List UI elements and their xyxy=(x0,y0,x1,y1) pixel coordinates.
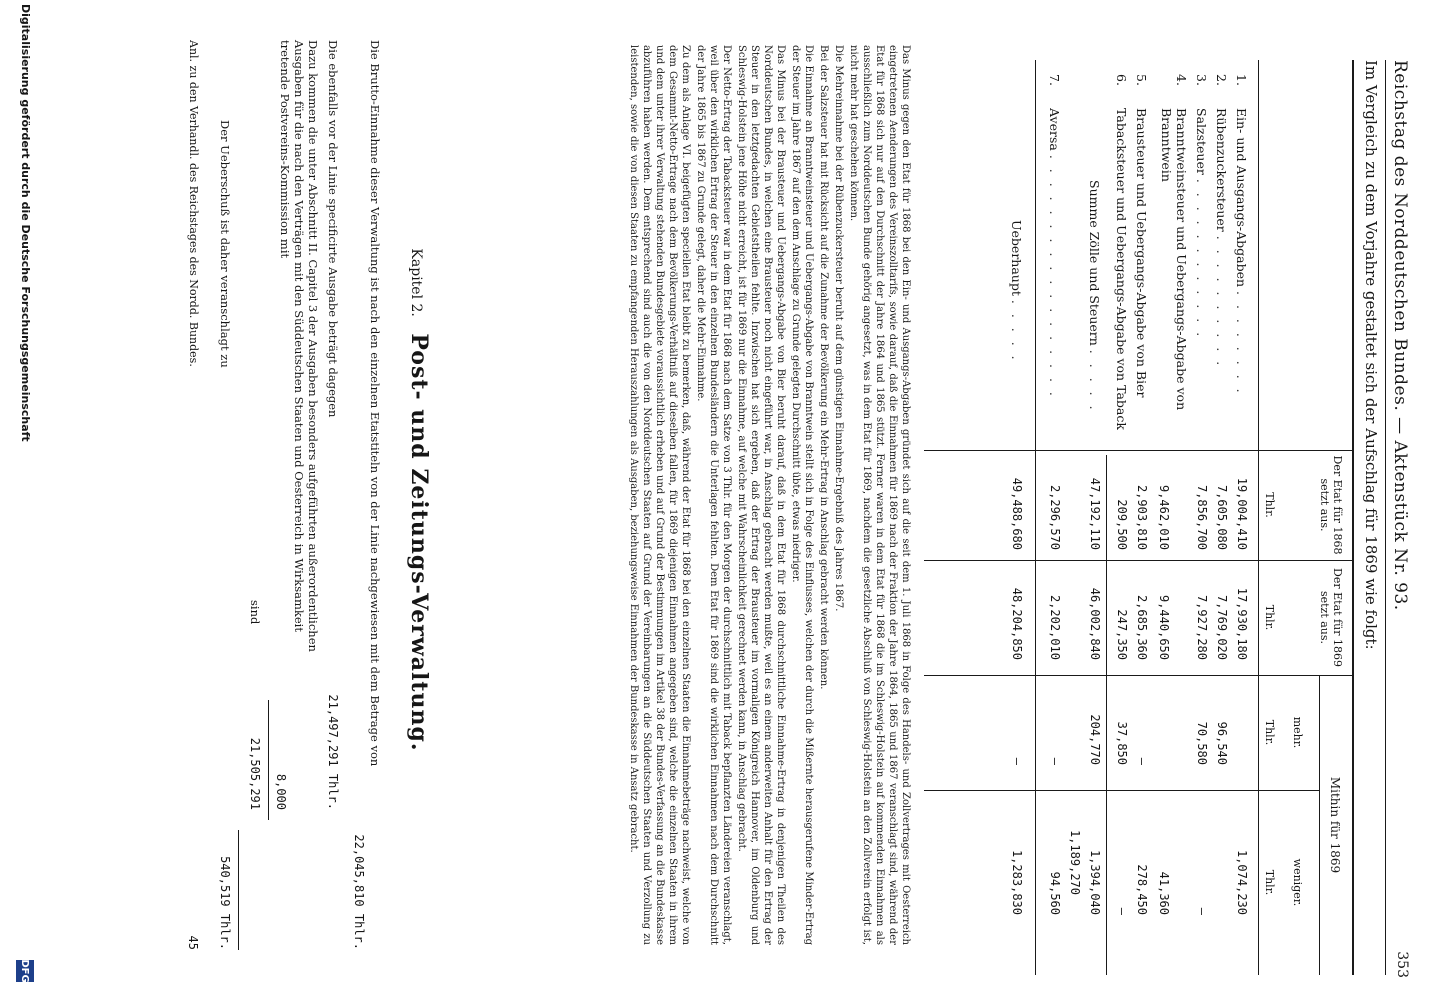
footer-text: Der Ueberschuß ist daher veranschlagt zu xyxy=(218,120,232,368)
footer-text: Anl. zu den Verhandl. des Reichstages des Nordd. Bundes. xyxy=(187,40,200,367)
table-row xyxy=(1131,60,1149,975)
sum-row xyxy=(1084,60,1102,975)
row-number: 4. xyxy=(1174,74,1189,86)
value-mehr: 37,850 xyxy=(1115,721,1129,765)
total-1868: 49,488,680 xyxy=(1010,477,1024,550)
value-weniger: — xyxy=(1195,907,1209,915)
comparison-table xyxy=(924,60,1354,975)
total-1869: 48,204,850 xyxy=(1010,587,1024,660)
footer-value: 21,497,291 Thlr. xyxy=(326,694,340,810)
col-unit: Thlr. xyxy=(1263,719,1276,746)
table-row xyxy=(1044,60,1062,975)
total-mehr: — xyxy=(1010,757,1024,765)
sum-mehr: 204,770 xyxy=(1088,714,1102,765)
table-row xyxy=(1191,60,1209,975)
row-number: 7. xyxy=(1047,74,1062,86)
footer-value: 22,045,810 Thlr. xyxy=(352,834,366,950)
value-1868: 19,004,410 xyxy=(1235,477,1249,550)
page-number: 353 xyxy=(1394,951,1410,978)
footer-value: 8,000 xyxy=(274,773,288,810)
paragraph: Zu dem als Anlage VI. beigefügten speciellen Etat bleibt zu bemerken, daß, während der Etat für 1868 bei den einzelnen Staaten die Einnahmebeträge nachweist, welche von dem Gesammt-Netto-Ertrage nach dem Bevölkerungs-Verhältniß auf dieselben fallen, für 1869 diejenigen Einnahmen angegeben sind, welche die einzelnen Staaten in ihrem und dem unter ihrer Verwaltung stehenden Bundesgebiete voraussichtlich erheben und auf Grund der Bestimmungen im Artikel 38 der Bundes-Verfassung an die Bundeskasse abzuführen haben werden. Dem entsprechend sind auch die von den Norddeutschen Staaten auf Grund der Vereinbarungen an die Süddeutschen Staaten und Verzollung zu leistenden, sowie die von diesen Staaten zu empfangenden Herauszahlungen als Ausgaben, beziehungsweise Einnahmen der Bundeskasse in Ansatz gebracht. xyxy=(628,45,691,945)
chapter-title: Post- und Zeitungs-Verwaltung. xyxy=(406,333,432,752)
footer-text: Die Brutto-Einnahme dieser Verwaltung ist nach den einzelnen Etatstiteln von der Linie nachgewiesen mit dem Betrage von xyxy=(368,40,382,767)
row-label: Brausteuer und Uebergangs-Abgabe von Bier xyxy=(1134,108,1149,398)
header-rule xyxy=(1385,60,1386,975)
table-head-rule xyxy=(1258,60,1259,975)
paragraph: Das Minus gegen den Etat für 1868 bei den Ein- und Ausgangs-Abgaben gründet sich auf die seit dem 1. Juli 1868 in Folge des Handels- und Zollvertrages mit Oesterreich eingetretenen Aenderungen des Vereinszolltarifs, sowie darauf, daß die Einnahmen für 1869 nach der Fraktion der Jahre 1864, 1865 und 1867 veranschlagt sind, während der Etat für 1868 sich nur auf den Durchschnitt der Jahre 1864 und 1865 stützt. Ferner waren in dem Etat für 1868 die im Schleswig-Holstein auf kommenden Einnahmen als ausschließlich zum Norddeutschen Bunde gehörig angesetzt, was in dem Etat für 1869, nachdem die gesetzliche Abschluß von Schleswig-Holstein an den Zollverein erfolgt ist, nicht mehr hat geschehen können. xyxy=(848,45,911,945)
row-number: 6. xyxy=(1114,74,1129,86)
col-unit: Thlr. xyxy=(1263,869,1276,896)
row-number: 3. xyxy=(1194,74,1209,86)
chapter-heading xyxy=(406,0,432,1000)
value-1869: 7,927,280 xyxy=(1195,594,1209,660)
footer-value: 21,505,291 xyxy=(248,737,262,810)
value-1869: 9,440,650 xyxy=(1157,594,1171,660)
total-label: Ueberhaupt . . . . . xyxy=(1009,220,1024,363)
total-weniger: 1,283,830 xyxy=(1010,849,1024,915)
col-unit: Thlr. xyxy=(1263,604,1276,631)
value-1868: 209,500 xyxy=(1115,499,1129,550)
paragraph: Die Einnahme an Branntweinsteuer und Uebergangs-Abgabe von Branntwein stellt sich in Folge des Einflusses, welchen der durch die Mißernte herausgerufene Minder-Ertrag der Steuer im Jahre 1867 auf den dem Anschlage zu Grunde gelegten Durchschnitt übte, etwas niedriger. xyxy=(790,45,814,945)
sum-rule xyxy=(1106,455,1107,975)
value-1869: 247,350 xyxy=(1115,609,1129,660)
value-mehr: — xyxy=(1048,757,1062,765)
chapter-label: Kapitel 2. xyxy=(408,248,424,317)
total-row xyxy=(1006,60,1024,975)
paragraph: Bei der Salzsteuer hat mit Rücksicht auf die Zunahme der Bevölkerung ein Mehr-Ertrag in Anschlag gebracht werden können. xyxy=(818,45,829,690)
value-1868: 2,296,570 xyxy=(1048,484,1062,550)
row-number: 5. xyxy=(1134,74,1149,86)
col-header-mithin: Mithin für 1869 xyxy=(1328,776,1342,874)
sum-1869: 46,002,840 xyxy=(1088,587,1102,660)
table-subhead-rule xyxy=(1319,675,1320,975)
row-label: Branntweinsteuer und Uebergangs-Abgabe von Branntwein xyxy=(1159,108,1189,411)
row-label: Aversa . . . . . . . . . . . . . . . . . . xyxy=(1047,108,1062,399)
table-intro: Im Vergleich zu dem Vorjahre gestaltet sich der Aufschlag für 1869 wie folgt: xyxy=(1362,60,1380,650)
value-mehr: — xyxy=(1135,757,1149,765)
table-row xyxy=(1231,60,1249,975)
sum-rule xyxy=(268,700,269,820)
footer-text: sind xyxy=(248,600,262,625)
sum-net-weniger: 1,189,270 xyxy=(1068,829,1082,895)
value-weniger: 94,560 xyxy=(1048,871,1062,915)
sum-rule xyxy=(238,830,239,950)
value-weniger: 41,360 xyxy=(1157,871,1171,915)
value-1868: 7,605,080 xyxy=(1215,484,1229,550)
footer-text: Dazu kommen die unter Abschnitt II. Capitel 3 der Ausgaben besonders aufgeführten außerordentlichen Ausgaben für die nach den Verträgen mit den Süddeutschen Staaten und Oesterreich in Wirksamkeit tretende Postvereins-Kommission mit xyxy=(278,40,320,652)
row-number: 1. xyxy=(1234,74,1249,86)
value-1869: 7,769,020 xyxy=(1215,594,1229,660)
row-label: Rübenzuckersteuer . . . . . . . . . . xyxy=(1214,108,1229,369)
footer-text: Die ebenfalls vor der Linie specificirte Ausgabe beträgt dagegen xyxy=(326,40,340,418)
total-rule xyxy=(1035,60,1036,975)
row-label: Ein- und Ausgangs-Abgaben . . . . . . . . xyxy=(1234,108,1249,396)
sum-weniger: 1,394,040 xyxy=(1088,849,1102,915)
paragraph: Die Mehreinnahme bei der Rübenzuckersteuer beruht auf dem günstigen Einnahme-Ergebniß des Jahres 1867. xyxy=(833,45,844,612)
table-row xyxy=(1211,60,1229,975)
row-label: Tabacksteuer und Uebergangs-Abgabe von Taback xyxy=(1114,108,1129,430)
col-header-etat-1869: Der Etat für 1869 setzt aus. xyxy=(1317,568,1344,667)
row-label: Salzsteuer . . . . . . . . . . . . xyxy=(1194,108,1209,340)
value-1868: 7,856,700 xyxy=(1195,484,1209,550)
col-header-etat-1868: Der Etat für 1868 setzt aus. xyxy=(1317,455,1344,555)
value-1869: 2,685,360 xyxy=(1135,594,1149,660)
footer-value: 540,519 Thlr. xyxy=(218,856,232,950)
value-mehr: 70,580 xyxy=(1195,721,1209,765)
sum-extra-row xyxy=(1064,60,1082,975)
sum-label: Summe Zölle und Steuern . . . . . xyxy=(1087,180,1102,413)
col-header-weniger: weniger. xyxy=(1291,858,1304,907)
value-1869: 17,930,180 xyxy=(1235,587,1249,660)
value-1868: 2,903,810 xyxy=(1135,484,1149,550)
sum-1868: 47,192,110 xyxy=(1088,477,1102,550)
col-header-mehr: mehr. xyxy=(1291,716,1304,749)
value-weniger: — xyxy=(1115,907,1129,915)
col-unit: Thlr. xyxy=(1263,492,1276,518)
table-row xyxy=(1153,60,1189,975)
paragraph: Der Netto-Ertrag der Tabacksteuer war in dem Etat für 1868 nach dem Satze von 3 Thlr. für den Morgen der durchschnittlich mit Taback bepflanzten Ländereien veranschlagt, weil über den wirklichen Ertrag der Steuer in den einzelnen Bundesländern die Unterlagen fehlten. Dem Etat für 1869 sind die wirklichen Einnahmen nach dem Durchschnitt der Jahre 1865 bis 1867 zu Grunde gelegt, daher die Mehr-Einnahme. xyxy=(695,45,732,945)
value-mehr: 96,540 xyxy=(1215,721,1229,765)
value-weniger: 1,074,230 xyxy=(1235,849,1249,915)
table-row xyxy=(1111,60,1129,975)
commentary-block xyxy=(627,45,912,945)
value-weniger: 278,450 xyxy=(1135,864,1149,915)
digitization-credit: Digitalisierung gefördert durch die Deutsche Forschungsgemeinschaft xyxy=(19,4,32,442)
table-top-rule xyxy=(1352,60,1354,975)
dfg-logo: DFG xyxy=(16,960,34,982)
paragraph: Das Minus bei der Brausteuer und Uebergangs-Abgabe von Bier beruht darauf, daß in dem Etat für 1868 durchschnittliche Einnahme-Ertrag in denjenigen Theilen des Norddeutschen Bundes, in welchen eine Brausteuer noch nicht eingeführt war, in Anschlag gebracht werden mußte, weil es an einem anderweiten Anhalt für den Ertrag der Steuer in den letztgedachten Gebietstheilen fehlte. Inzwischen hat sich ergeben, daß der Ertrag der Brausteuer im vormaligen Königreich Hannover, im Oldenburg und Schleswig-Holstein jene Höhe nicht erreicht, ist für 1869 nur die Einnahme, auf welche mit Wahrscheinlichkeit gerechnet werden kann, in Anschlag gebracht. xyxy=(736,45,786,945)
value-1868: 9,462,010 xyxy=(1157,484,1171,550)
value-1869: 2,202,010 xyxy=(1048,594,1062,660)
footer-value: 45 xyxy=(186,935,200,950)
page-header-title: Reichstag des Norddeutschen Bundes. — Aktenstück Nr. 93. xyxy=(1390,60,1410,611)
row-number: 2. xyxy=(1214,74,1229,86)
